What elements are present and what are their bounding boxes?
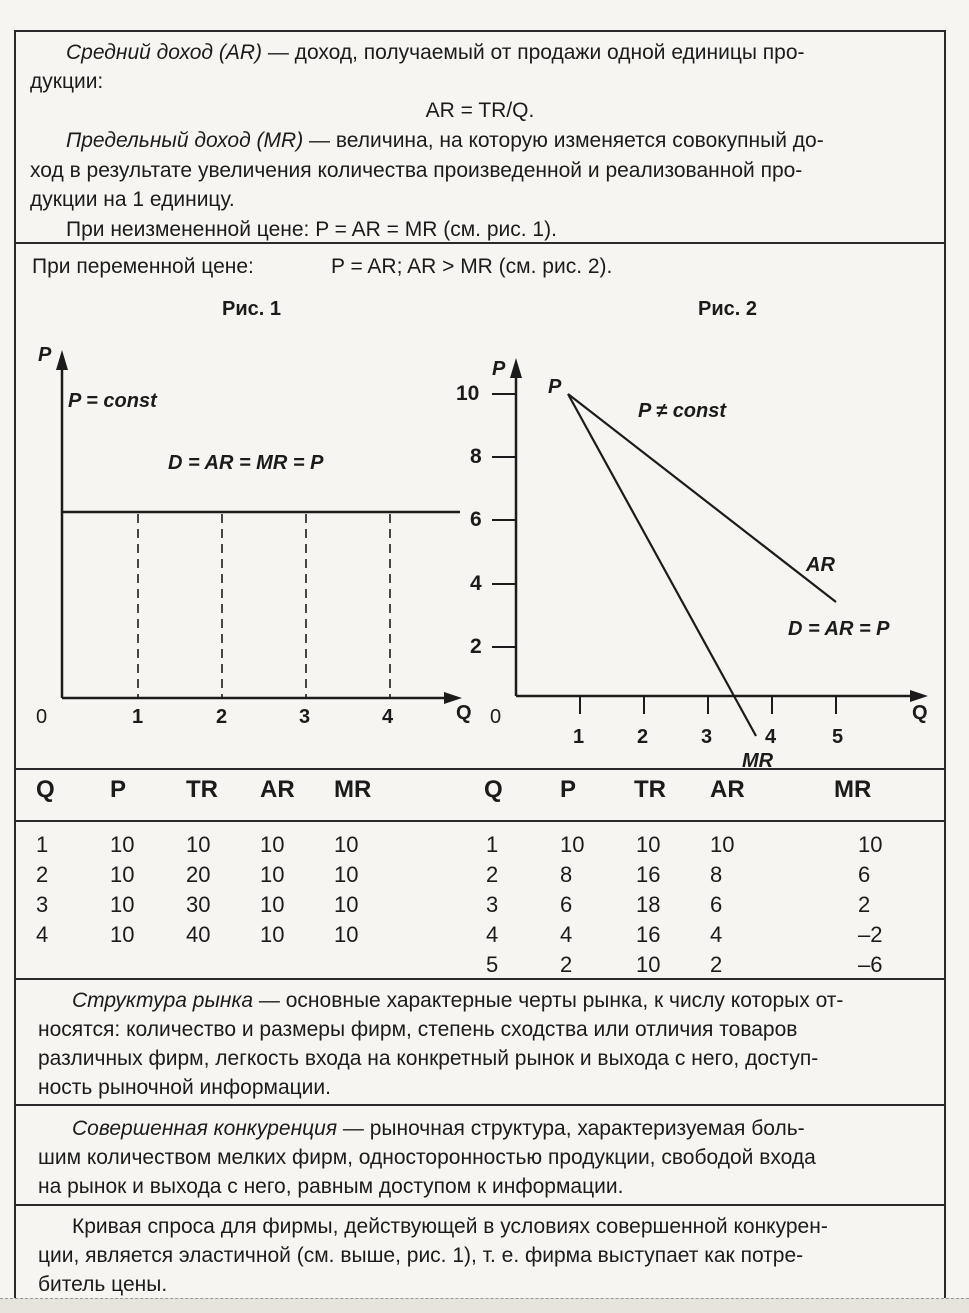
table1-cell: 10	[260, 922, 285, 947]
def-mr-line3: дукции на 1 единицу.	[30, 188, 235, 211]
table1-cell: 10	[110, 922, 135, 947]
fig1-tick-3: 3	[299, 706, 311, 728]
page-bottom-edge	[0, 1298, 969, 1313]
fig1-y-arrow	[56, 350, 68, 370]
table2-cell: 4	[710, 922, 723, 947]
fig1-line-label: D = AR = MR = P	[168, 452, 324, 474]
def-competition-line2: шим количеством мелких фирм, односторонностью продукции, свободой входа	[38, 1146, 816, 1169]
def-ar-formula: AR = TR/Q.	[425, 99, 535, 122]
def-structure-line4: ность рыночной информации.	[38, 1076, 331, 1099]
table2-header-p: P	[560, 776, 577, 803]
fig2-ar-label: AR	[806, 554, 835, 576]
table1-cell: 40	[186, 922, 211, 947]
table1-cell: 10	[110, 892, 135, 917]
def-ar-line2: дукции:	[30, 70, 104, 93]
fig2-chart	[456, 246, 946, 766]
table2-cell: 6	[560, 892, 573, 917]
table2-header-tr: TR	[634, 776, 666, 803]
fig1-tick-1: 1	[132, 706, 144, 728]
fig2-origin: 0	[490, 706, 502, 728]
def-mr-term: Предельный доход (MR)	[66, 129, 304, 152]
table2-cell: 10	[858, 832, 883, 857]
fig1-tick-4: 4	[382, 706, 394, 728]
table1-cell: 1	[36, 832, 49, 857]
table1-header-p: P	[110, 776, 127, 803]
fig2-ytick-label-6: 6	[470, 508, 482, 531]
fig1-chart	[16, 246, 476, 766]
fig2-xtick-label-4: 4	[765, 726, 777, 748]
fig2-xtick-label-5: 5	[832, 726, 844, 748]
def-structure-line3: различных фирм, легкость входа на конкретный рынок и выхода с него, доступ-	[38, 1047, 819, 1070]
table1-header-tr: TR	[186, 776, 218, 803]
section-revenue-definitions	[16, 32, 944, 244]
table2-cell: 8	[560, 862, 573, 887]
def-demand-line1: Кривая спроса для фирмы, действующей в условиях совершенной конкурен-	[72, 1215, 828, 1238]
table1-cell: 10	[110, 862, 135, 887]
table1-cell: 30	[186, 892, 211, 917]
section-perfect-competition	[16, 1106, 944, 1206]
table2-cell: 10	[710, 832, 735, 857]
table2-header-mr: MR	[834, 776, 872, 803]
fig1-y-label: P	[38, 344, 52, 366]
fig2-y-label: P	[492, 358, 506, 380]
fig2-mr-line	[568, 394, 756, 736]
fig2-point-label: P	[548, 376, 562, 398]
table1-cell: 10	[110, 832, 135, 857]
fig2-note: P ≠ const	[638, 400, 727, 422]
table2-cell: 2	[486, 862, 499, 887]
variable-price-formula: P = AR; AR > MR (см. рис. 2).	[331, 255, 613, 278]
fig1-note: P = const	[68, 390, 157, 412]
variable-price-label: При переменной цене:	[32, 255, 254, 278]
table2-cell: 18	[636, 892, 661, 917]
def-structure-term: Структура рынка	[72, 989, 254, 1012]
def-structure-line1: Структура рынка — основные характерные черты рынка, к числу которых от-	[72, 989, 844, 1012]
table2-cell: –6	[858, 952, 883, 977]
fig2-ytick-label-10: 10	[456, 382, 480, 405]
table1-cell: 10	[260, 832, 285, 857]
fig2-demand-label: D = AR = P	[788, 618, 890, 640]
fig1-tick-2: 2	[216, 706, 228, 728]
def-mr-constant-price: При неизмененной цене: P = AR = MR (см. рис. 1).	[66, 218, 557, 241]
fig2-x-arrow	[910, 690, 928, 702]
fig2-x-label: Q	[912, 702, 928, 724]
table2-cell: 10	[636, 832, 661, 857]
table2-cell: 10	[636, 952, 661, 977]
fig2-mr-label: MR	[742, 750, 774, 772]
table2-cell: 4	[560, 922, 573, 947]
def-demand-line3: битель цены.	[38, 1273, 168, 1296]
fig2-xtick-label-2: 2	[637, 726, 649, 748]
table2-cell: 5	[486, 952, 499, 977]
table1-cell: 2	[36, 862, 49, 887]
table1-cell: 4	[36, 922, 49, 947]
table2-cell: 6	[710, 892, 723, 917]
fig1-x-label: Q	[456, 702, 472, 724]
def-competition-line1: Совершенная конкуренция — рыночная структура, характеризуемая боль-	[72, 1117, 805, 1140]
fig2-xtick-label-1: 1	[573, 726, 585, 748]
table1-header-q: Q	[36, 776, 55, 803]
table2-cell: 2	[858, 892, 871, 917]
def-mr-line1: Предельный доход (MR) — величина, на которую изменяется совокупный до-	[66, 129, 824, 152]
page-frame	[14, 30, 946, 1300]
def-demand-line2: ции, является эластичной (см. выше, рис. 1), т. е. фирма выступает как потре-	[38, 1244, 804, 1267]
fig1-title: Рис. 1	[222, 298, 281, 320]
table1-cell: 10	[334, 922, 359, 947]
fig2-y-arrow	[510, 358, 522, 378]
def-competition-term: Совершенная конкуренция	[72, 1117, 338, 1140]
fig2-xtick-label-3: 3	[701, 726, 713, 748]
table2-cell: 10	[560, 832, 585, 857]
fig2-title: Рис. 2	[698, 298, 757, 320]
table2-cell: 16	[636, 862, 661, 887]
fig2-ar-line	[568, 394, 836, 602]
table1-cell: 10	[186, 832, 211, 857]
table1-cell: 10	[260, 892, 285, 917]
table2-cell: 16	[636, 922, 661, 947]
table2-header-ar: AR	[710, 776, 745, 803]
def-structure-line2: носятся: количество и размеры фирм, степень сходства или отличия товаров	[38, 1018, 798, 1041]
table1-cell: 10	[260, 862, 285, 887]
table1-cell: 10	[334, 892, 359, 917]
fig2-ytick-label-2: 2	[470, 635, 482, 658]
table2-header-q: Q	[484, 776, 503, 803]
table2-cell: 2	[560, 952, 573, 977]
table1-cell: 3	[36, 892, 49, 917]
table2-cell: 2	[710, 952, 723, 977]
section-figures	[16, 246, 944, 978]
fig2-ytick-label-4: 4	[470, 572, 482, 595]
table2-cell: 3	[486, 892, 499, 917]
table2-cell: 4	[486, 922, 499, 947]
table2-cell: 1	[486, 832, 499, 857]
section-market-structure	[16, 978, 944, 1106]
def-competition-line3: на рынок и выхода с него, равным доступом к информации.	[38, 1175, 624, 1198]
fig1-origin: 0	[36, 706, 48, 728]
table1-cell: 20	[186, 862, 211, 887]
def-mr-line2: ход в результате увеличения количества произведенной и реализованной про-	[30, 159, 803, 182]
table1-cell: 10	[334, 862, 359, 887]
tables-header-rule	[16, 820, 944, 822]
table2-cell: 6	[858, 862, 871, 887]
table1-cell: 10	[334, 832, 359, 857]
def-ar-term: Средний доход (AR)	[66, 41, 263, 64]
section-demand-curve	[16, 1206, 944, 1300]
table1-header-mr: MR	[334, 776, 372, 803]
def-ar-line1: Средний доход (AR) — доход, получаемый от продажи одной единицы про-	[66, 41, 805, 64]
table2-cell: 8	[710, 862, 723, 887]
tables-top-rule	[16, 768, 944, 770]
table1-header-ar: AR	[260, 776, 295, 803]
table2-cell: –2	[858, 922, 883, 947]
fig2-ytick-label-8: 8	[470, 445, 482, 468]
